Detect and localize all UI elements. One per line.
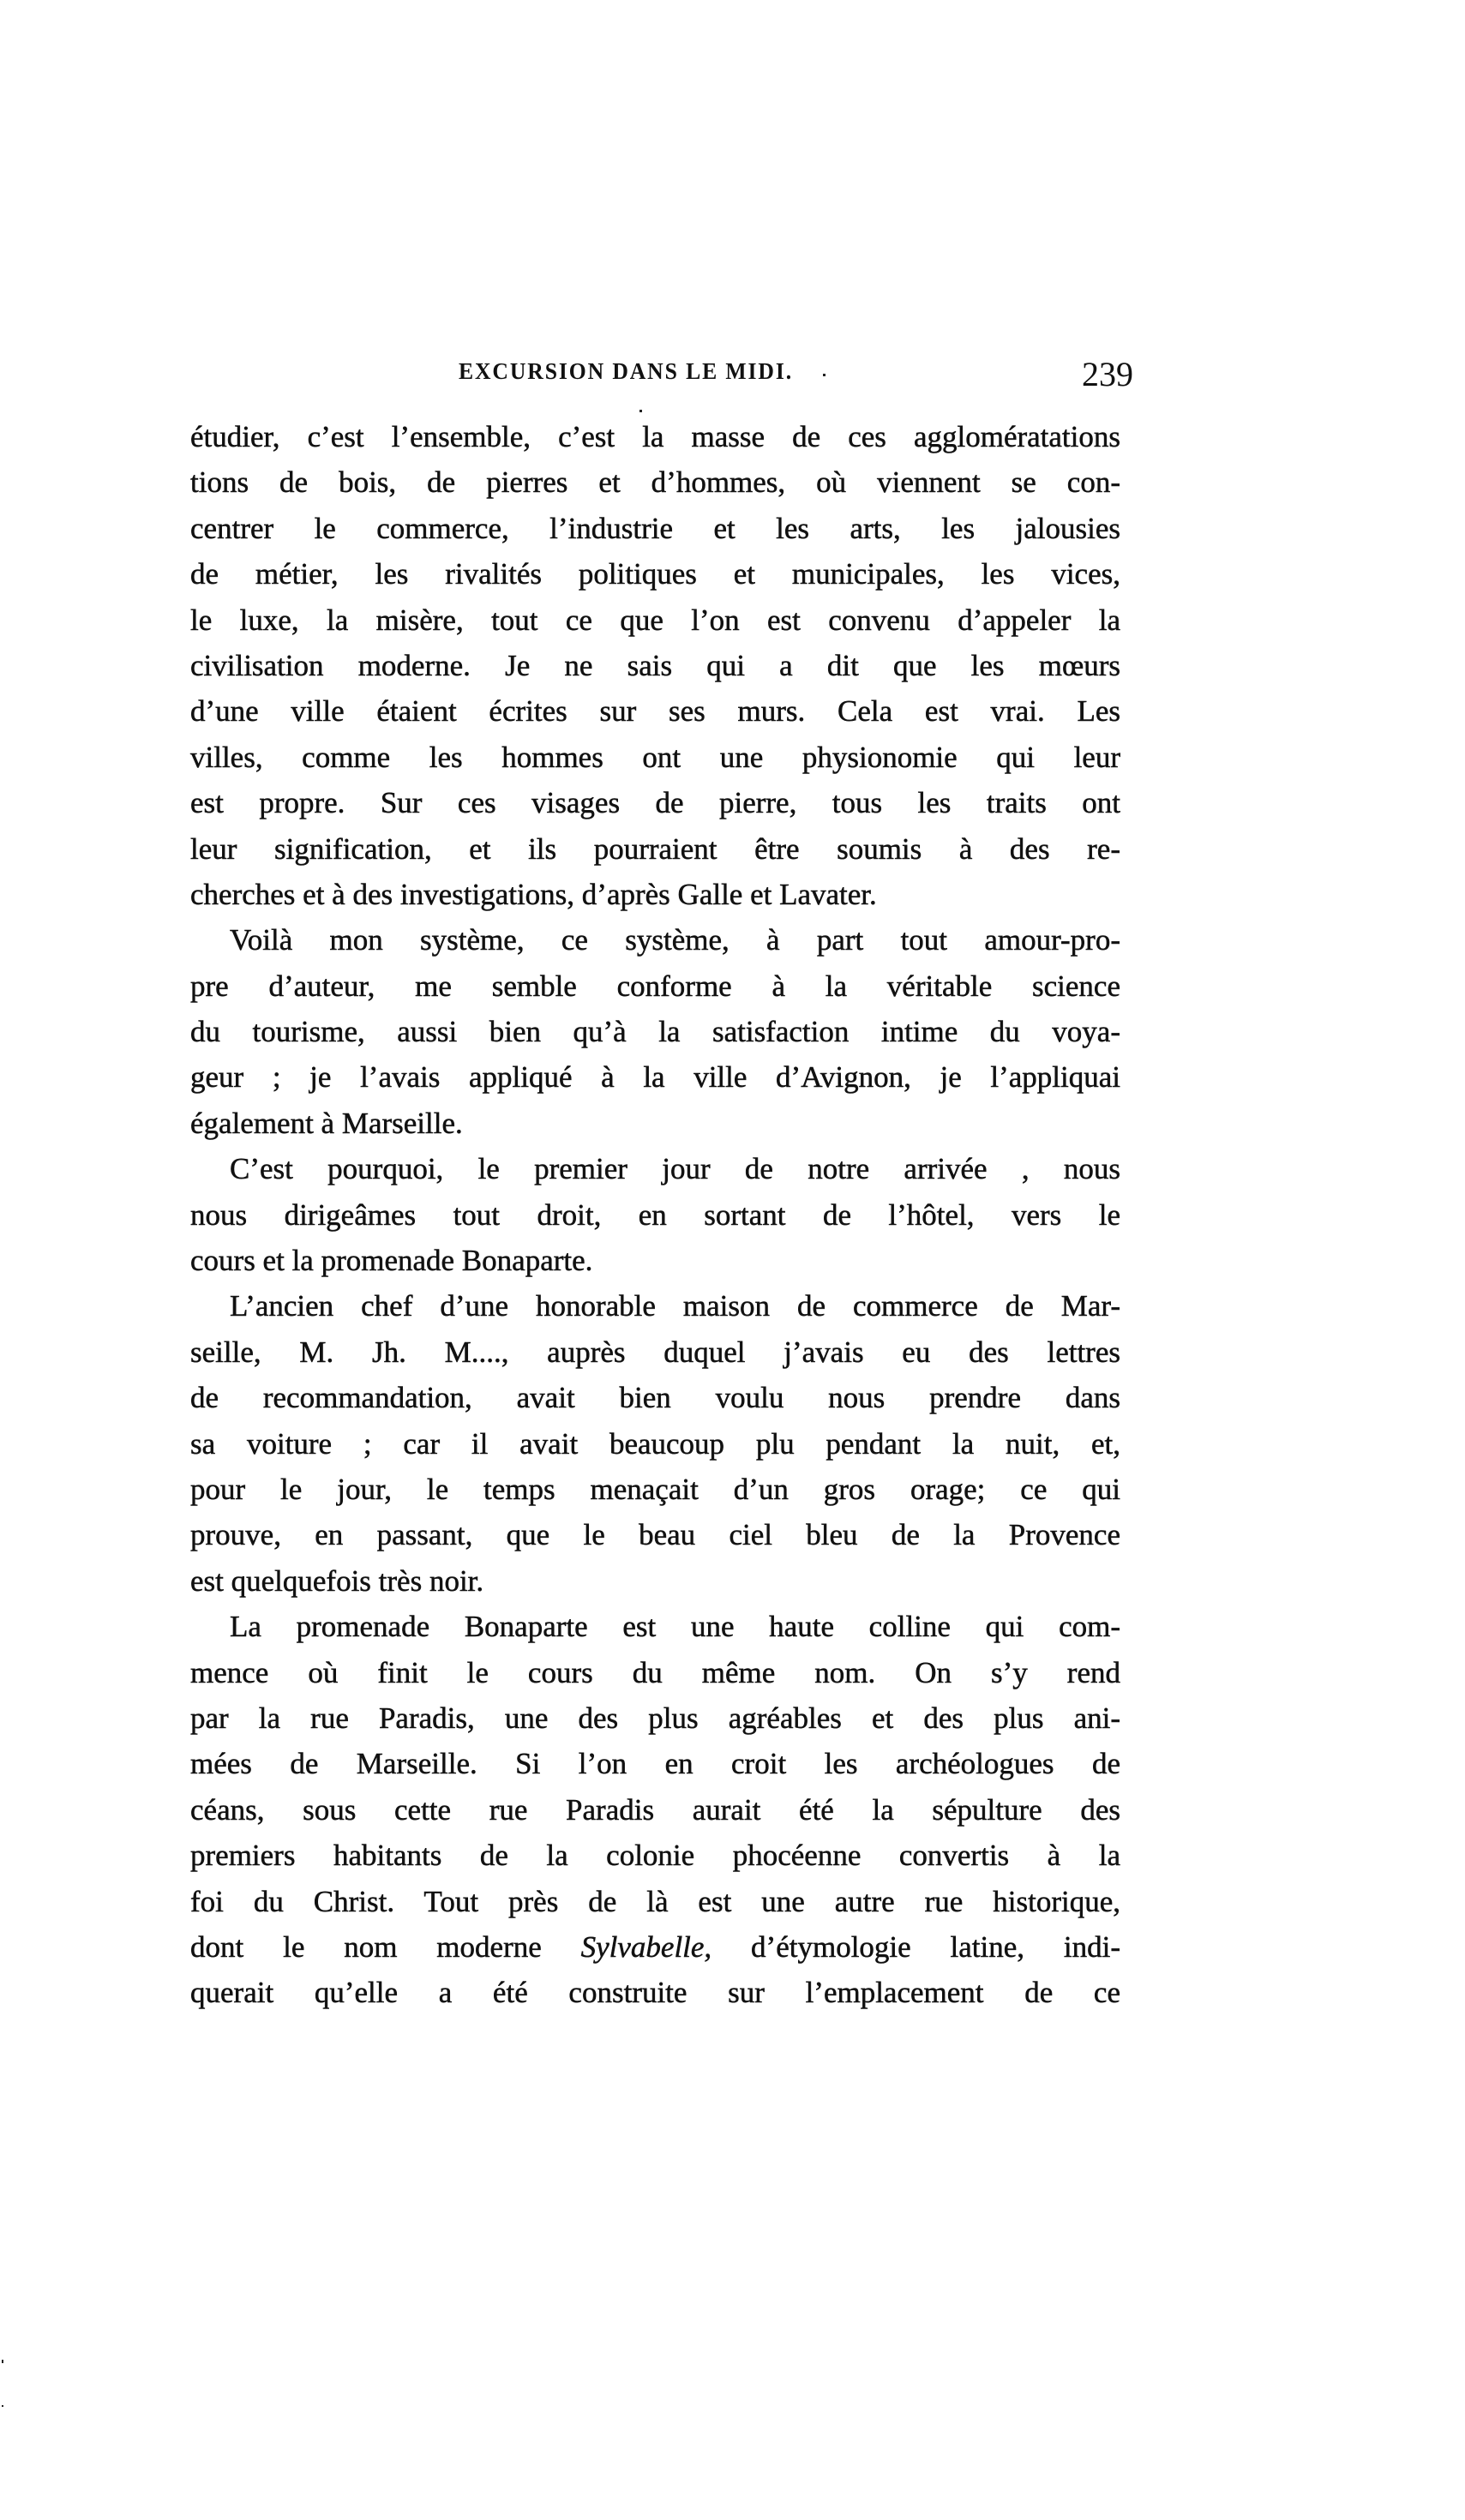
text-line: sa voiture ; car il avait beaucoup plu pendant la nuit, et, xyxy=(190,1426,1120,1461)
text-line: civilisation moderne. Je ne sais qui a dit que les mœurs xyxy=(190,648,1120,682)
scan-speck xyxy=(2,2360,3,2363)
text-line: d’une ville étaient écrites sur ses murs. Cela est vrai. Les xyxy=(190,694,1120,729)
paragraph xyxy=(190,917,1120,1146)
paragraph xyxy=(190,414,1120,917)
text-line: également à Marseille. xyxy=(190,1106,463,1140)
text-line: pre d’auteur, me semble conforme à la véritable science xyxy=(190,969,1120,1003)
text-line: de métier, les rivalités politiques et municipales, les vices, xyxy=(190,557,1120,591)
page-number: 239 xyxy=(1082,355,1133,393)
text-line: pour le jour, le temps menaçait d’un gros orage; ce qui xyxy=(190,1472,1120,1506)
text-line: céans, sous cette rue Paradis aurait été la sépulture des xyxy=(190,1792,1120,1827)
paragraph xyxy=(190,1604,1120,2016)
text-line: La promenade Bonaparte est une haute colline qui com- xyxy=(230,1610,1120,1644)
text-line: C’est pourquoi, le premier jour de notre arrivée , nous xyxy=(230,1152,1120,1186)
text-line: premiers habitants de la colonie phocéenne convertis à la xyxy=(190,1839,1120,1873)
scan-speck xyxy=(2,2405,3,2407)
paragraph xyxy=(190,1283,1120,1604)
paragraph xyxy=(190,1146,1120,1283)
text-line: par la rue Paradis, une des plus agréables et des plus ani- xyxy=(190,1701,1120,1735)
text-line: Voilà mon système, ce système, à part tout amour-pro- xyxy=(230,923,1120,957)
text-line: étudier, c’est l’ensemble, c’est la masse de ces agglomératations xyxy=(190,420,1120,453)
scan-speck xyxy=(823,374,826,376)
text-line: est quelquefois très noir. xyxy=(190,1563,484,1598)
text-line: est propre. Sur ces visages de pierre, tous les traits ont xyxy=(190,786,1120,820)
italic-street-name: Sylvabelle, xyxy=(580,1929,712,1964)
text-line: nous dirigeâmes tout droit, en sortant de l’hôtel, vers le xyxy=(190,1197,1120,1232)
text-line: centrer le commerce, l’industrie et les arts, les jalousies xyxy=(190,511,1120,545)
text-fragment: d’étymologie latine, indi- xyxy=(711,1929,1121,1964)
text-line: geur ; je l’avais appliqué à la ville d’Avignon, je l’appliquai xyxy=(190,1060,1120,1095)
text-line: villes, comme les hommes ont une physionomie qui leur xyxy=(190,740,1120,774)
text-line-with-italic xyxy=(190,1924,1120,1970)
text-line: du tourisme, aussi bien qu’à la satisfaction intime du voya- xyxy=(190,1015,1120,1049)
running-title: EXCURSION DANS LE MIDI. xyxy=(459,358,794,384)
text-line: de recommandation, avait bien voulu nous prendre dans xyxy=(190,1381,1120,1415)
text-line: mées de Marseille. Si l’on en croit les archéologues de xyxy=(190,1747,1120,1781)
text-line: cours et la promenade Bonaparte. xyxy=(190,1244,593,1278)
text-line: cherches et à des investigations, d’après Galle et Lavater. xyxy=(190,877,877,911)
text-line: querait qu’elle a été construite sur l’emplacement de ce xyxy=(190,1976,1120,2010)
text-line: le luxe, la misère, tout ce que l’on est convenu d’appeler la xyxy=(190,603,1120,637)
text-line: tions de bois, de pierres et d’hommes, où viennent se con- xyxy=(190,465,1120,500)
text-line: mence où finit le cours du même nom. On s’y rend xyxy=(190,1655,1120,1689)
text-line: foi du Christ. Tout près de là est une autre rue historique, xyxy=(190,1884,1120,1918)
text-line: L’ancien chef d’une honorable maison de commerce de Mar- xyxy=(230,1289,1120,1323)
text-line: prouve, en passant, que le beau ciel bleu de la Provence xyxy=(190,1518,1120,1552)
text-line: seille, M. Jh. M...., auprès duquel j’avais eu des lettres xyxy=(190,1335,1120,1369)
body-text xyxy=(190,414,1120,2016)
scan-speck xyxy=(639,410,642,412)
text-fragment: dont le nom moderne xyxy=(190,1929,581,1964)
text-line: leur signification, et ils pourraient être soumis à des re- xyxy=(190,831,1120,866)
